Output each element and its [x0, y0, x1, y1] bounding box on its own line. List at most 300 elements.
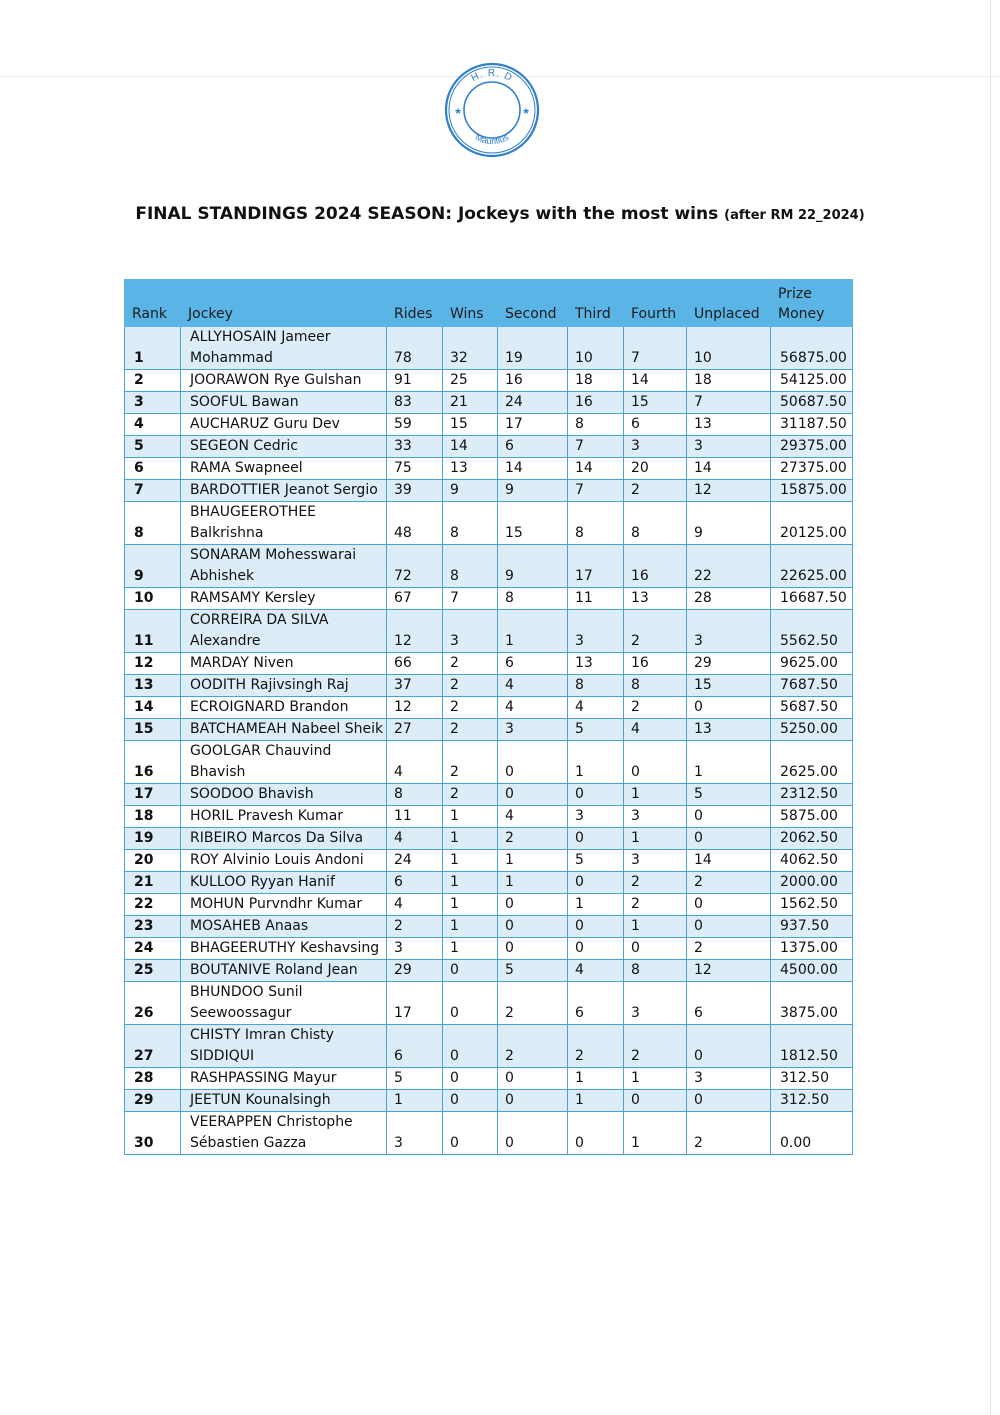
table-row: [125, 458, 853, 480]
stamp-bottom-text: Mauritius: [473, 131, 511, 147]
fourth-cell: 3: [624, 436, 687, 458]
unplaced-cell: 22: [687, 545, 771, 588]
rank-cell: 23: [125, 916, 181, 938]
prize-money-cell: 31187.50: [771, 414, 853, 436]
rank-cell: 7: [125, 480, 181, 502]
rank-cell: 29: [125, 1090, 181, 1112]
rides-cell: 4: [387, 741, 443, 784]
second-cell: 15: [498, 502, 568, 545]
rank-cell: 21: [125, 872, 181, 894]
rides-cell: 78: [387, 327, 443, 370]
table-row: [125, 480, 853, 502]
table-header-row: [125, 280, 853, 327]
jockey-cell: MOSAHEB Anaas: [181, 916, 387, 938]
svg-text:Mauritius: [474, 132, 511, 146]
third-cell: 0: [568, 872, 624, 894]
header-prize-line1: Prize: [778, 286, 812, 302]
header-jockey: Jockey: [181, 280, 387, 327]
rank-cell: 2: [125, 370, 181, 392]
second-cell: 0: [498, 1090, 568, 1112]
third-cell: 4: [568, 697, 624, 719]
wins-cell: 32: [443, 327, 498, 370]
jockey-cell: ALLYHOSAIN Jameer Mohammad: [181, 327, 387, 370]
second-cell: 14: [498, 458, 568, 480]
table-row: [125, 610, 853, 653]
prize-money-cell: 15875.00: [771, 480, 853, 502]
jockey-cell: OODITH Rajivsingh Raj: [181, 675, 387, 697]
standings-table: [124, 279, 853, 1155]
table-row: [125, 436, 853, 458]
fourth-cell: 0: [624, 741, 687, 784]
prize-money-cell: 7687.50: [771, 675, 853, 697]
prize-money-cell: 1375.00: [771, 938, 853, 960]
jockey-cell: AUCHARUZ Guru Dev: [181, 414, 387, 436]
rank-cell: 16: [125, 741, 181, 784]
unplaced-cell: 28: [687, 588, 771, 610]
prize-money-cell: 54125.00: [771, 370, 853, 392]
rides-cell: 29: [387, 960, 443, 982]
rank-cell: 18: [125, 806, 181, 828]
rides-cell: 91: [387, 370, 443, 392]
prize-money-cell: 56875.00: [771, 327, 853, 370]
rides-cell: 12: [387, 697, 443, 719]
second-cell: 0: [498, 741, 568, 784]
prize-money-cell: 312.50: [771, 1068, 853, 1090]
prize-money-cell: 1562.50: [771, 894, 853, 916]
table-row: [125, 697, 853, 719]
second-cell: 17: [498, 414, 568, 436]
prize-money-cell: 1812.50: [771, 1025, 853, 1068]
fourth-cell: 1: [624, 828, 687, 850]
jockey-cell: JOORAWON Rye Gulshan: [181, 370, 387, 392]
rank-cell: 15: [125, 719, 181, 741]
wins-cell: 2: [443, 675, 498, 697]
wins-cell: 2: [443, 784, 498, 806]
prize-money-cell: 2312.50: [771, 784, 853, 806]
second-cell: 0: [498, 784, 568, 806]
prize-money-cell: 2625.00: [771, 741, 853, 784]
second-cell: 6: [498, 653, 568, 675]
rank-cell: 17: [125, 784, 181, 806]
wins-cell: 9: [443, 480, 498, 502]
svg-text:★: ★: [522, 107, 531, 117]
table-row: [125, 916, 853, 938]
second-cell: 6: [498, 436, 568, 458]
rides-cell: 72: [387, 545, 443, 588]
second-cell: 19: [498, 327, 568, 370]
prize-money-cell: 937.50: [771, 916, 853, 938]
second-cell: 5: [498, 960, 568, 982]
third-cell: 7: [568, 480, 624, 502]
unplaced-cell: 15: [687, 675, 771, 697]
jockey-cell: VEERAPPEN Christophe Sébastien Gazza: [181, 1112, 387, 1155]
third-cell: 1: [568, 741, 624, 784]
fourth-cell: 8: [624, 502, 687, 545]
fourth-cell: 2: [624, 1025, 687, 1068]
prize-money-cell: 27375.00: [771, 458, 853, 480]
prize-money-cell: 5875.00: [771, 806, 853, 828]
rank-cell: 19: [125, 828, 181, 850]
unplaced-cell: 10: [687, 327, 771, 370]
third-cell: 5: [568, 719, 624, 741]
wins-cell: 1: [443, 916, 498, 938]
unplaced-cell: 0: [687, 916, 771, 938]
rides-cell: 39: [387, 480, 443, 502]
wins-cell: 1: [443, 806, 498, 828]
third-cell: 0: [568, 1112, 624, 1155]
prize-money-cell: 29375.00: [771, 436, 853, 458]
fourth-cell: 16: [624, 545, 687, 588]
jockey-cell: SONARAM Mohesswarai Abhishek: [181, 545, 387, 588]
wins-cell: 2: [443, 653, 498, 675]
prize-money-cell: 312.50: [771, 1090, 853, 1112]
jockey-cell: GOOLGAR Chauvind Bhavish: [181, 741, 387, 784]
fourth-cell: 1: [624, 916, 687, 938]
fourth-cell: 1: [624, 784, 687, 806]
unplaced-cell: 14: [687, 458, 771, 480]
jockey-cell: BHUNDOO Sunil Seewoossagur: [181, 982, 387, 1025]
third-cell: 3: [568, 610, 624, 653]
rides-cell: 6: [387, 1025, 443, 1068]
jockey-cell: SEGEON Cedric: [181, 436, 387, 458]
third-cell: 17: [568, 545, 624, 588]
rides-cell: 27: [387, 719, 443, 741]
unplaced-cell: 13: [687, 414, 771, 436]
stamp-icon: [440, 60, 544, 160]
table-row: [125, 1090, 853, 1112]
unplaced-cell: 3: [687, 610, 771, 653]
unplaced-cell: 2: [687, 938, 771, 960]
fourth-cell: 1: [624, 1068, 687, 1090]
jockey-cell: RASHPASSING Mayur: [181, 1068, 387, 1090]
wins-cell: 21: [443, 392, 498, 414]
third-cell: 0: [568, 784, 624, 806]
fourth-cell: 3: [624, 806, 687, 828]
prize-money-cell: 16687.50: [771, 588, 853, 610]
unplaced-cell: 0: [687, 1090, 771, 1112]
unplaced-cell: 14: [687, 850, 771, 872]
fourth-cell: 2: [624, 480, 687, 502]
rank-cell: 6: [125, 458, 181, 480]
fourth-cell: 2: [624, 610, 687, 653]
wins-cell: 0: [443, 960, 498, 982]
table-row: [125, 960, 853, 982]
prize-money-cell: 9625.00: [771, 653, 853, 675]
second-cell: 2: [498, 1025, 568, 1068]
unplaced-cell: 3: [687, 436, 771, 458]
rides-cell: 6: [387, 872, 443, 894]
header-rides: Rides: [387, 280, 443, 327]
prize-money-cell: 5687.50: [771, 697, 853, 719]
rides-cell: 37: [387, 675, 443, 697]
third-cell: 10: [568, 327, 624, 370]
rides-cell: 12: [387, 610, 443, 653]
second-cell: 4: [498, 697, 568, 719]
header-unplaced: Unplaced: [687, 280, 771, 327]
third-cell: 5: [568, 850, 624, 872]
second-cell: 2: [498, 982, 568, 1025]
second-cell: 0: [498, 1112, 568, 1155]
jockey-cell: RAMA Swapneel: [181, 458, 387, 480]
prize-money-cell: 4500.00: [771, 960, 853, 982]
second-cell: 0: [498, 938, 568, 960]
table-row: [125, 872, 853, 894]
unplaced-cell: 0: [687, 828, 771, 850]
jockey-cell: ECROIGNARD Brandon: [181, 697, 387, 719]
rides-cell: 66: [387, 653, 443, 675]
rank-cell: 8: [125, 502, 181, 545]
third-cell: 8: [568, 502, 624, 545]
rank-cell: 11: [125, 610, 181, 653]
rides-cell: 83: [387, 392, 443, 414]
rank-cell: 20: [125, 850, 181, 872]
fourth-cell: 6: [624, 414, 687, 436]
third-cell: 8: [568, 414, 624, 436]
second-cell: 9: [498, 545, 568, 588]
table-row: [125, 828, 853, 850]
wins-cell: 15: [443, 414, 498, 436]
jockey-cell: SOODOO Bhavish: [181, 784, 387, 806]
rank-cell: 12: [125, 653, 181, 675]
third-cell: 0: [568, 916, 624, 938]
fourth-cell: 2: [624, 894, 687, 916]
header-prize-money: [771, 280, 853, 327]
table-row: [125, 850, 853, 872]
rank-cell: 9: [125, 545, 181, 588]
rides-cell: 59: [387, 414, 443, 436]
jockey-cell: CHISTY Imran Chisty SIDDIQUI: [181, 1025, 387, 1068]
svg-text:★: ★: [454, 107, 463, 117]
prize-money-cell: 5562.50: [771, 610, 853, 653]
table-row: [125, 1112, 853, 1155]
rank-cell: 22: [125, 894, 181, 916]
fourth-cell: 0: [624, 938, 687, 960]
prize-money-cell: 3875.00: [771, 982, 853, 1025]
jockey-cell: BARDOTTIER Jeanot Sergio: [181, 480, 387, 502]
rides-cell: 1: [387, 1090, 443, 1112]
prize-money-cell: 4062.50: [771, 850, 853, 872]
wins-cell: 13: [443, 458, 498, 480]
rides-cell: 24: [387, 850, 443, 872]
fourth-cell: 13: [624, 588, 687, 610]
third-cell: 0: [568, 938, 624, 960]
jockey-cell: BOUTANIVE Roland Jean: [181, 960, 387, 982]
unplaced-cell: 0: [687, 697, 771, 719]
third-cell: 1: [568, 1090, 624, 1112]
rides-cell: 4: [387, 828, 443, 850]
unplaced-cell: 3: [687, 1068, 771, 1090]
rank-cell: 25: [125, 960, 181, 982]
jockey-cell: MOHUN Purvndhr Kumar: [181, 894, 387, 916]
table-row: [125, 370, 853, 392]
jockey-cell: RAMSAMY Kersley: [181, 588, 387, 610]
third-cell: 18: [568, 370, 624, 392]
hrd-stamp-logo: [440, 60, 544, 160]
second-cell: 9: [498, 480, 568, 502]
wins-cell: 1: [443, 872, 498, 894]
wins-cell: 14: [443, 436, 498, 458]
wins-cell: 0: [443, 982, 498, 1025]
unplaced-cell: 13: [687, 719, 771, 741]
third-cell: 1: [568, 1068, 624, 1090]
fourth-cell: 15: [624, 392, 687, 414]
unplaced-cell: 0: [687, 806, 771, 828]
second-cell: 24: [498, 392, 568, 414]
rides-cell: 4: [387, 894, 443, 916]
jockey-cell: RIBEIRO Marcos Da Silva: [181, 828, 387, 850]
table-body: [125, 327, 853, 1155]
stamp-top-text: H. R. D: [469, 68, 515, 85]
third-cell: 4: [568, 960, 624, 982]
rank-cell: 14: [125, 697, 181, 719]
unplaced-cell: 12: [687, 960, 771, 982]
jockey-cell: KULLOO Ryyan Hanif: [181, 872, 387, 894]
header-rank: Rank: [125, 280, 181, 327]
second-cell: 1: [498, 850, 568, 872]
unplaced-cell: 6: [687, 982, 771, 1025]
rank-cell: 26: [125, 982, 181, 1025]
rank-cell: 27: [125, 1025, 181, 1068]
table-row: [125, 982, 853, 1025]
unplaced-cell: 0: [687, 894, 771, 916]
rank-cell: 13: [125, 675, 181, 697]
wins-cell: 1: [443, 938, 498, 960]
prize-money-cell: 0.00: [771, 1112, 853, 1155]
third-cell: 14: [568, 458, 624, 480]
fourth-cell: 4: [624, 719, 687, 741]
unplaced-cell: 5: [687, 784, 771, 806]
fourth-cell: 7: [624, 327, 687, 370]
rank-cell: 5: [125, 436, 181, 458]
rank-cell: 28: [125, 1068, 181, 1090]
jockey-cell: BHAGEERUTHY Keshavsing: [181, 938, 387, 960]
fourth-cell: 16: [624, 653, 687, 675]
table-row: [125, 806, 853, 828]
unplaced-cell: 1: [687, 741, 771, 784]
third-cell: 7: [568, 436, 624, 458]
jockey-cell: BATCHAMEAH Nabeel Sheik: [181, 719, 387, 741]
table-row: [125, 1068, 853, 1090]
table-row: [125, 938, 853, 960]
rides-cell: 3: [387, 938, 443, 960]
table-row: [125, 1025, 853, 1068]
jockey-cell: ROY Alvinio Louis Andoni: [181, 850, 387, 872]
wins-cell: 0: [443, 1090, 498, 1112]
third-cell: 1: [568, 894, 624, 916]
rank-cell: 24: [125, 938, 181, 960]
rides-cell: 17: [387, 982, 443, 1025]
third-cell: 13: [568, 653, 624, 675]
wins-cell: 0: [443, 1112, 498, 1155]
rank-cell: 30: [125, 1112, 181, 1155]
second-cell: 0: [498, 894, 568, 916]
second-cell: 0: [498, 916, 568, 938]
second-cell: 1: [498, 872, 568, 894]
fourth-cell: 2: [624, 697, 687, 719]
table-row: [125, 784, 853, 806]
rides-cell: 8: [387, 784, 443, 806]
fourth-cell: 3: [624, 850, 687, 872]
rank-cell: 10: [125, 588, 181, 610]
wins-cell: 1: [443, 850, 498, 872]
third-cell: 2: [568, 1025, 624, 1068]
fourth-cell: 14: [624, 370, 687, 392]
page-title: [0, 204, 1000, 224]
fourth-cell: 3: [624, 982, 687, 1025]
prize-money-cell: 20125.00: [771, 502, 853, 545]
unplaced-cell: 9: [687, 502, 771, 545]
second-cell: 4: [498, 675, 568, 697]
header-wins: Wins: [443, 280, 498, 327]
fourth-cell: 2: [624, 872, 687, 894]
second-cell: 1: [498, 610, 568, 653]
jockey-cell: BHAUGEEROTHEE Balkrishna: [181, 502, 387, 545]
jockey-cell: JEETUN Kounalsingh: [181, 1090, 387, 1112]
unplaced-cell: 0: [687, 1025, 771, 1068]
wins-cell: 25: [443, 370, 498, 392]
fourth-cell: 0: [624, 1090, 687, 1112]
wins-cell: 2: [443, 741, 498, 784]
third-cell: 3: [568, 806, 624, 828]
rides-cell: 3: [387, 1112, 443, 1155]
fourth-cell: 8: [624, 675, 687, 697]
rank-cell: 4: [125, 414, 181, 436]
unplaced-cell: 2: [687, 1112, 771, 1155]
header-prize-line2: Money: [778, 306, 825, 322]
table-row: [125, 327, 853, 370]
wins-cell: 8: [443, 545, 498, 588]
second-cell: 8: [498, 588, 568, 610]
wins-cell: 2: [443, 697, 498, 719]
table-row: [125, 675, 853, 697]
third-cell: 6: [568, 982, 624, 1025]
wins-cell: 0: [443, 1068, 498, 1090]
header-fourth: Fourth: [624, 280, 687, 327]
rides-cell: 48: [387, 502, 443, 545]
unplaced-cell: 18: [687, 370, 771, 392]
wins-cell: 1: [443, 894, 498, 916]
jockey-cell: CORREIRA DA SILVA Alexandre: [181, 610, 387, 653]
rides-cell: 33: [387, 436, 443, 458]
table-row: [125, 392, 853, 414]
unplaced-cell: 29: [687, 653, 771, 675]
third-cell: 8: [568, 675, 624, 697]
table-row: [125, 894, 853, 916]
wins-cell: 0: [443, 1025, 498, 1068]
second-cell: 0: [498, 1068, 568, 1090]
third-cell: 0: [568, 828, 624, 850]
jockey-cell: SOOFUL Bawan: [181, 392, 387, 414]
header-third: Third: [568, 280, 624, 327]
header-second: Second: [498, 280, 568, 327]
rides-cell: 5: [387, 1068, 443, 1090]
wins-cell: 7: [443, 588, 498, 610]
table-row: [125, 502, 853, 545]
prize-money-cell: 22625.00: [771, 545, 853, 588]
prize-money-cell: 5250.00: [771, 719, 853, 741]
prize-money-cell: 2062.50: [771, 828, 853, 850]
prize-money-cell: 2000.00: [771, 872, 853, 894]
wins-cell: 8: [443, 502, 498, 545]
table-row: [125, 588, 853, 610]
table-row: [125, 653, 853, 675]
jockey-cell: HORIL Pravesh Kumar: [181, 806, 387, 828]
fourth-cell: 20: [624, 458, 687, 480]
rank-cell: 3: [125, 392, 181, 414]
wins-cell: 1: [443, 828, 498, 850]
table-row: [125, 719, 853, 741]
prize-money-cell: 50687.50: [771, 392, 853, 414]
